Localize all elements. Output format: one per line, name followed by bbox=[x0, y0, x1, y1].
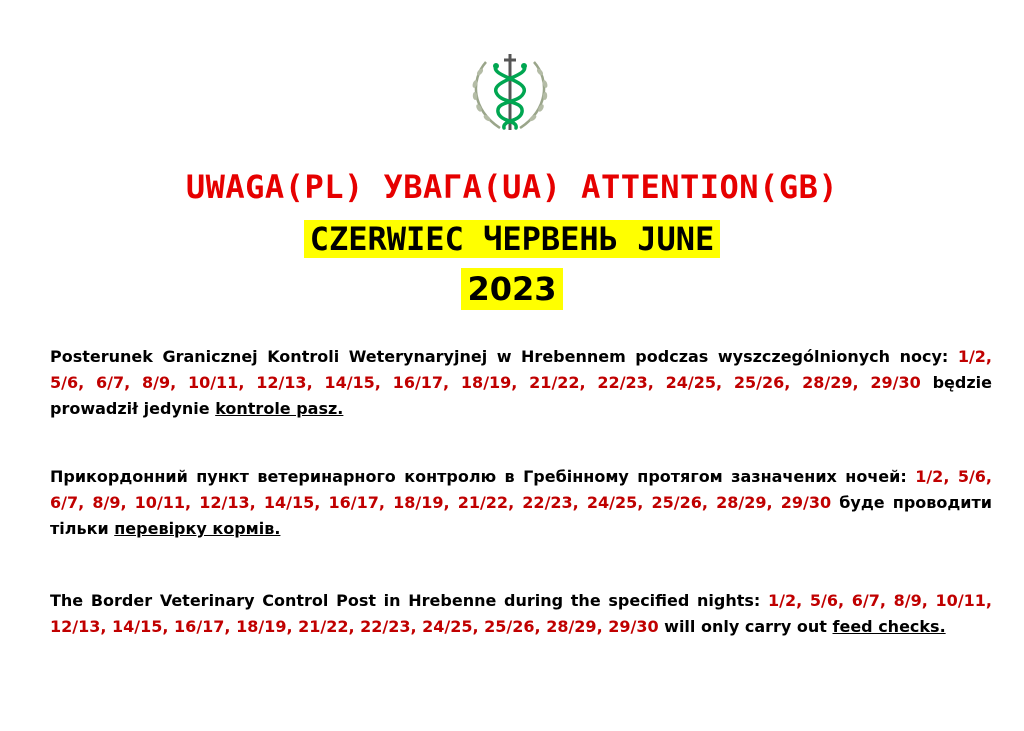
year-title bbox=[0, 270, 1024, 308]
paragraph-gb-underlined: feed checks. bbox=[832, 617, 946, 636]
paragraph-gb bbox=[50, 588, 992, 640]
paragraph-ua bbox=[50, 464, 992, 542]
paragraph-pl-middle: będzie prowadził jedynie bbox=[50, 373, 992, 418]
paragraph-gb-dates: 1/2, 5/6, 6/7, 8/9, 10/11, 12/13, 14/15, 16/17, 18/19, 21/22, 22/23, 24/25, 25/26, 28/29, 29/30 bbox=[50, 591, 993, 636]
paragraph-ua-underlined: перевірку кормів. bbox=[114, 519, 281, 538]
paragraph-pl-intro: Posterunek Granicznej Kontroli Weterynaryjnej w Hrebennem podczas wyszczególnionych nocy: bbox=[50, 347, 958, 366]
caduceus-wreath-icon bbox=[466, 50, 554, 134]
paragraph-ua-dates: 1/2, 5/6, 6/7, 8/9, 10/11, 12/13, 14/15, 16/17, 18/19, 21/22, 22/23, 24/25, 25/26, 28/29, 29/30 bbox=[50, 467, 993, 512]
paragraph-gb-middle: will only carry out bbox=[658, 617, 833, 636]
paragraph-pl bbox=[50, 344, 992, 422]
year-title-highlight: 2023 bbox=[461, 268, 562, 310]
paragraph-ua-middle: буде проводити тільки bbox=[50, 493, 993, 538]
paragraph-pl-dates: 1/2, 5/6, 6/7, 8/9, 10/11, 12/13, 14/15, 16/17, 18/19, 21/22, 22/23, 24/25, 25/26, 28/29, 29/30 bbox=[50, 347, 992, 392]
month-title-highlight: CZERWIEC ЧЕРВЕНЬ JUNE bbox=[304, 220, 721, 258]
month-title bbox=[0, 220, 1024, 258]
paragraph-ua-intro: Прикордонний пункт ветеринарного контролю в Гребінному протягом зазначених ночей: bbox=[50, 467, 916, 486]
paragraph-pl-underlined: kontrole pasz. bbox=[215, 399, 344, 418]
attention-title: UWAGA(PL) УВАГА(UA) ATTENTION(GB) bbox=[185, 168, 839, 206]
paragraph-gb-intro: The Border Veterinary Control Post in Hrebenne during the specified nights: bbox=[50, 591, 769, 610]
